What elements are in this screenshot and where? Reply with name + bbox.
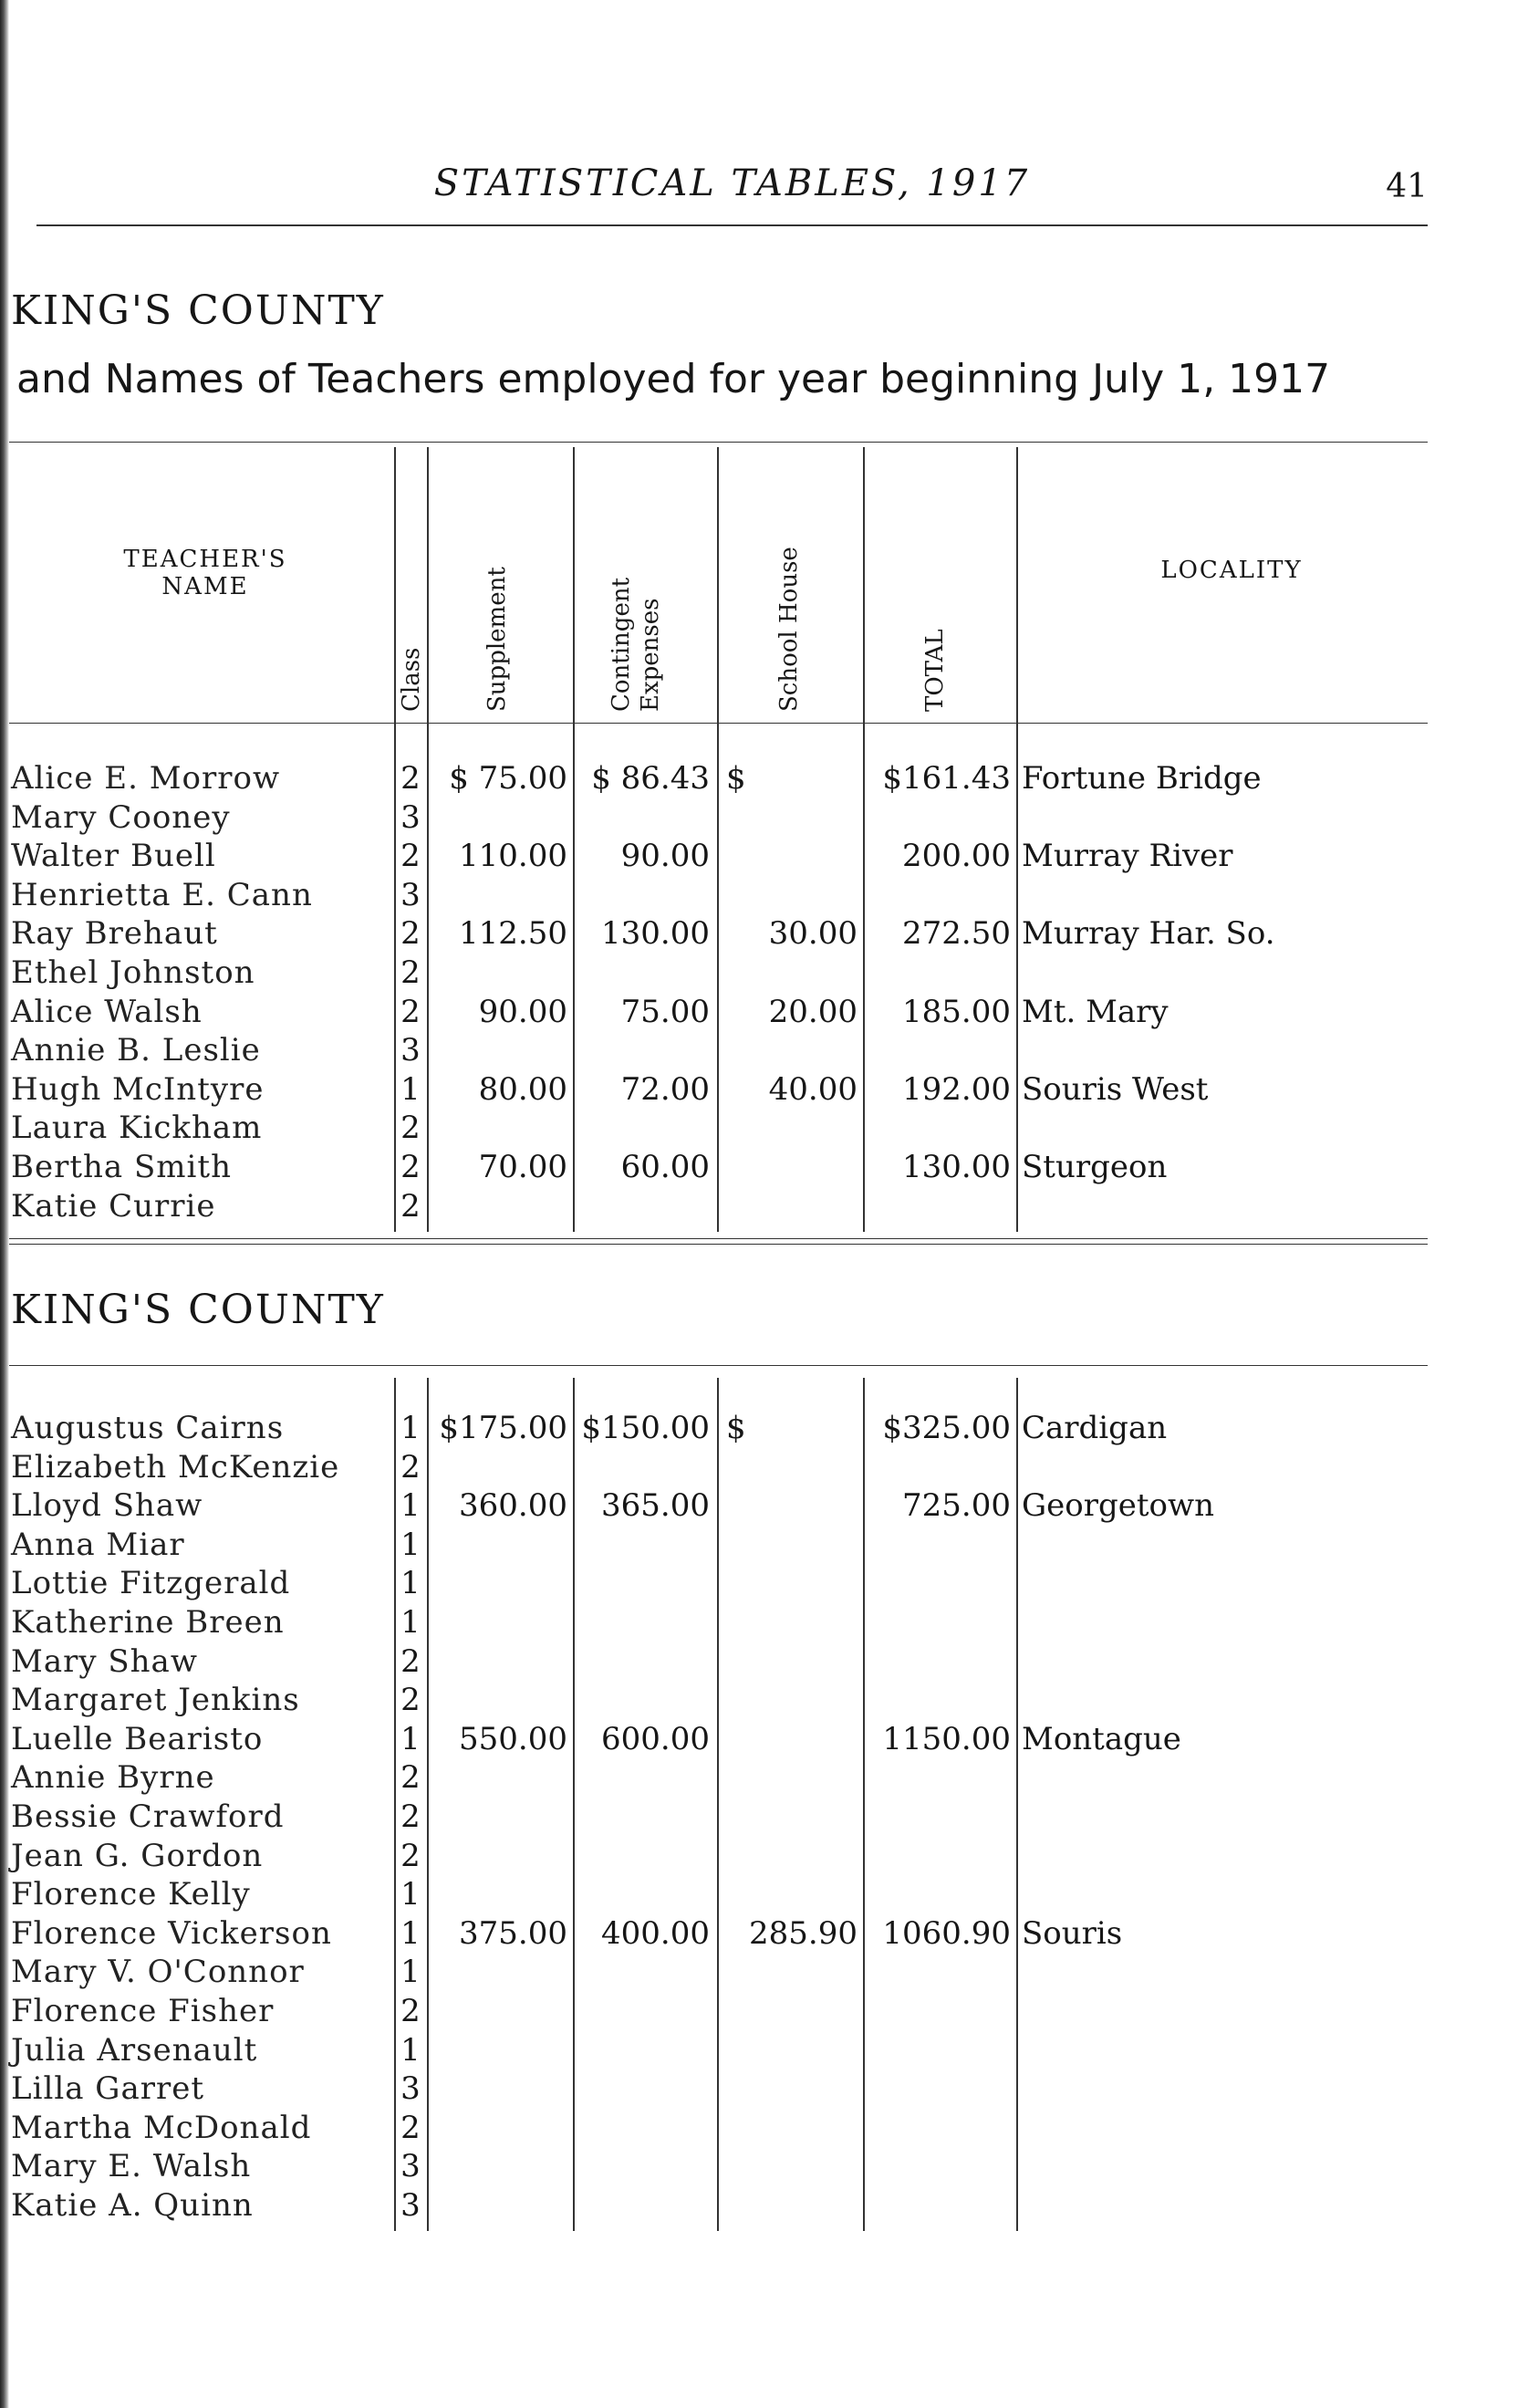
- locality-value: [1022, 1837, 1405, 1875]
- contingent-value: 72.00: [620, 1070, 710, 1108]
- contingent-value: [577, 1953, 710, 1991]
- total-value: [867, 1031, 1011, 1069]
- school-house-value: [721, 1681, 858, 1719]
- contingent-value: [577, 876, 710, 914]
- table-2-top-rule: [9, 1365, 1428, 1366]
- school-house-value: [721, 1109, 858, 1147]
- school-house-value: [721, 1603, 858, 1642]
- supplement-value: [431, 1992, 567, 2030]
- locality-value: [1022, 1109, 1405, 1147]
- table-row: [0, 2031, 1528, 2069]
- total-value: [867, 876, 1011, 914]
- table-row: [0, 954, 1528, 992]
- class-value: 3: [400, 798, 421, 836]
- school-house-value: [721, 2186, 858, 2225]
- contingent-value: [577, 1526, 710, 1564]
- table-row: [0, 1187, 1528, 1225]
- teacher-name: Mary Shaw: [11, 1642, 198, 1680]
- locality-value: Souris West: [1022, 1070, 1209, 1108]
- contingent-value: [577, 1875, 710, 1913]
- table-row: [0, 1486, 1528, 1525]
- school-house-value: [721, 1486, 858, 1525]
- school-house-value: [721, 1187, 858, 1225]
- total-value: 1150.00: [882, 1720, 1011, 1757]
- class-value: 1: [400, 1876, 421, 1913]
- table-row: [0, 1526, 1528, 1564]
- class-value: 2: [400, 838, 421, 875]
- total-value: [867, 2147, 1011, 2185]
- supplement-value: [431, 1564, 567, 1602]
- contingent-value: [577, 1642, 710, 1681]
- school-house-value: 20.00: [768, 993, 858, 1030]
- contingent-value: $150.00: [581, 1410, 710, 1446]
- teacher-name: Hugh McIntyre: [11, 1070, 265, 1108]
- school-house-value: [721, 1953, 858, 1991]
- contingent-value: [577, 2109, 710, 2147]
- contingent-value: $ 86.43: [591, 760, 710, 797]
- teacher-name: Alice E. Morrow: [11, 760, 281, 797]
- total-value: 1060.90: [882, 1914, 1011, 1952]
- total-value: [867, 1953, 1011, 1991]
- teacher-name: Lloyd Shaw: [11, 1487, 203, 1525]
- total-value: 130.00: [902, 1149, 1011, 1185]
- supplement-value: [431, 1448, 567, 1486]
- contingent-value: [577, 2069, 710, 2108]
- teacher-table-2: [0, 1369, 1528, 2245]
- locality-value: [1022, 1526, 1405, 1564]
- teacher-name: Florence Fisher: [11, 1993, 275, 2029]
- total-value: 192.00: [902, 1070, 1011, 1108]
- class-value: 2: [400, 1993, 421, 2029]
- table-row: [0, 1681, 1528, 1719]
- teacher-name: Annie Byrne: [11, 1759, 215, 1797]
- locality-value: [1022, 1875, 1405, 1913]
- table-row: [0, 914, 1528, 953]
- table-subheading: and Names of Teachers employed for year beginning July 1, 1917: [16, 356, 1331, 402]
- total-value: [867, 2186, 1011, 2225]
- running-title: STATISTICAL TABLES, 1917: [433, 162, 1031, 204]
- supplement-value: [431, 1109, 567, 1147]
- teacher-name: Mary Cooney: [11, 798, 231, 836]
- teacher-name: Annie B. Leslie: [11, 1032, 261, 1069]
- header-locality: LOCALITY: [1160, 557, 1303, 584]
- supplement-value: 360.00: [459, 1487, 567, 1525]
- header-teacher-name: TEACHER'S NAME: [123, 546, 287, 600]
- table-1-bottom-rule-2: [9, 1244, 1428, 1245]
- class-value: 2: [400, 993, 421, 1030]
- locality-value: Sturgeon: [1022, 1149, 1168, 1185]
- total-value: [867, 2109, 1011, 2147]
- teacher-name: Ethel Johnston: [11, 954, 255, 991]
- contingent-value: [577, 1031, 710, 1069]
- supplement-value: [431, 1603, 567, 1642]
- locality-value: Mt. Mary: [1022, 993, 1169, 1030]
- total-value: [867, 1798, 1011, 1836]
- supplement-value: [431, 2147, 567, 2185]
- teacher-name: Katie Currie: [11, 1187, 216, 1225]
- supplement-value: [431, 798, 567, 837]
- school-house-value: [721, 2147, 858, 2185]
- teacher-name: Julia Arsenault: [11, 2031, 258, 2069]
- header-bottom-rule: [9, 723, 1428, 724]
- school-house-value: [721, 1758, 858, 1797]
- header-class: Class: [398, 647, 425, 712]
- table-1-bottom-rule: [9, 1238, 1428, 1239]
- locality-value: [1022, 2031, 1405, 2069]
- teacher-name: Florence Vickerson: [11, 1914, 332, 1952]
- locality-value: [1022, 876, 1405, 914]
- locality-value: [1022, 1187, 1405, 1225]
- class-value: 3: [400, 876, 421, 913]
- running-header: [36, 162, 1428, 217]
- locality-value: [1022, 1758, 1405, 1797]
- table-row: [0, 1448, 1528, 1486]
- supplement-value: 110.00: [459, 838, 567, 875]
- school-house-value: [721, 2031, 858, 2069]
- school-house-value: [721, 954, 858, 992]
- table-row: [0, 1070, 1528, 1109]
- locality-value: [1022, 798, 1405, 837]
- locality-value: Montague: [1022, 1720, 1181, 1757]
- total-value: [867, 1758, 1011, 1797]
- school-house-value: [721, 1448, 858, 1486]
- teacher-name: Alice Walsh: [11, 993, 203, 1030]
- teacher-name: Henrietta E. Cann: [11, 876, 313, 913]
- class-value: 2: [400, 954, 421, 991]
- table-row: [0, 798, 1528, 837]
- school-house-value: [721, 837, 858, 875]
- teacher-name: Lilla Garret: [11, 2070, 204, 2108]
- table-row: [0, 1720, 1528, 1758]
- class-value: 1: [400, 1565, 421, 1602]
- total-value: [867, 1642, 1011, 1681]
- supplement-value: 550.00: [459, 1720, 567, 1757]
- table-row: [0, 1875, 1528, 1913]
- locality-value: Souris: [1022, 1914, 1123, 1952]
- teacher-table-1: [0, 447, 1528, 1241]
- table-row: [0, 2069, 1528, 2108]
- class-value: 2: [400, 1759, 421, 1797]
- dollar-sign: $: [726, 1410, 746, 1446]
- table-row: [0, 1109, 1528, 1147]
- school-house-value: [721, 1148, 858, 1186]
- locality-value: Fortune Bridge: [1022, 760, 1262, 797]
- class-value: 2: [400, 1682, 421, 1719]
- header-supplement: Supplement: [483, 567, 511, 712]
- class-value: 3: [400, 2070, 421, 2108]
- contingent-value: 600.00: [601, 1720, 710, 1757]
- locality-value: Georgetown: [1022, 1487, 1215, 1525]
- supplement-value: [431, 1031, 567, 1069]
- school-house-value: [721, 1798, 858, 1836]
- school-house-value: [721, 1526, 858, 1564]
- teacher-name: Katie A. Quinn: [11, 2187, 254, 2224]
- locality-value: [1022, 1953, 1405, 1991]
- contingent-value: [577, 1798, 710, 1836]
- supplement-value: [431, 1837, 567, 1875]
- teacher-name: Florence Kelly: [11, 1876, 251, 1913]
- total-value: $325.00: [882, 1410, 1011, 1446]
- school-house-value: [721, 1031, 858, 1069]
- class-value: 2: [400, 1187, 421, 1225]
- county-heading-1: KING'S COUNTY: [11, 287, 385, 334]
- class-value: 2: [400, 1149, 421, 1185]
- class-value: 2: [400, 1642, 421, 1680]
- total-value: [867, 2069, 1011, 2108]
- teacher-name: Bertha Smith: [11, 1149, 232, 1185]
- teacher-name: Elizabeth McKenzie: [11, 1448, 340, 1485]
- table-row: [0, 1837, 1528, 1875]
- contingent-value: 75.00: [620, 993, 710, 1030]
- contingent-value: 365.00: [601, 1487, 710, 1525]
- supplement-value: 70.00: [478, 1149, 567, 1185]
- total-value: $161.43: [882, 760, 1011, 797]
- total-value: [867, 2031, 1011, 2069]
- school-house-value: [721, 1875, 858, 1913]
- locality-value: [1022, 1564, 1405, 1602]
- locality-value: [1022, 954, 1405, 992]
- class-value: 3: [400, 1032, 421, 1069]
- total-value: [867, 1681, 1011, 1719]
- table-row: [0, 876, 1528, 914]
- locality-value: Murray River: [1022, 838, 1233, 875]
- supplement-value: [431, 1642, 567, 1681]
- locality-value: Murray Har. So.: [1022, 915, 1275, 953]
- table-row: [0, 759, 1528, 797]
- table-row: [0, 1914, 1528, 1953]
- class-value: 1: [400, 1410, 421, 1446]
- supplement-value: [431, 2069, 567, 2108]
- school-house-value: [721, 1720, 858, 1758]
- table-row: [0, 1409, 1528, 1447]
- table-row: [0, 2109, 1528, 2147]
- table-row: [0, 837, 1528, 875]
- school-house-value: 40.00: [768, 1070, 858, 1108]
- class-value: 2: [400, 760, 421, 797]
- school-house-value: [721, 1992, 858, 2030]
- school-house-value: 285.90: [749, 1914, 858, 1952]
- teacher-name: Martha McDonald: [11, 2109, 312, 2146]
- class-value: 1: [400, 1487, 421, 1525]
- contingent-value: [577, 798, 710, 837]
- school-house-value: [721, 1564, 858, 1602]
- supplement-value: [431, 1681, 567, 1719]
- header-school-house: School House: [775, 547, 803, 712]
- contingent-value: 400.00: [601, 1914, 710, 1952]
- total-value: [867, 954, 1011, 992]
- class-value: 1: [400, 1914, 421, 1952]
- total-value: [867, 1526, 1011, 1564]
- teacher-name: Laura Kickham: [11, 1110, 263, 1147]
- header-contingent-expenses: Contingent Expenses: [608, 577, 664, 712]
- contingent-value: [577, 954, 710, 992]
- supplement-value: [431, 1875, 567, 1913]
- class-value: 1: [400, 1720, 421, 1757]
- supplement-value: [431, 1798, 567, 1836]
- supplement-value: [431, 1526, 567, 1564]
- supplement-value: [431, 954, 567, 992]
- school-house-value: 30.00: [768, 915, 858, 953]
- class-value: 1: [400, 1070, 421, 1108]
- school-house-value: [721, 1837, 858, 1875]
- teacher-name: Jean G. Gordon: [11, 1837, 264, 1874]
- supplement-value: 90.00: [478, 993, 567, 1030]
- contingent-value: [577, 2186, 710, 2225]
- contingent-value: [577, 1603, 710, 1642]
- locality-value: [1022, 2186, 1405, 2225]
- teacher-name: Katherine Breen: [11, 1604, 285, 1641]
- locality-value: [1022, 1603, 1405, 1642]
- page-number: 41: [1386, 168, 1428, 205]
- table-row: [0, 2147, 1528, 2185]
- supplement-value: [431, 876, 567, 914]
- teacher-name: Ray Brehaut: [11, 915, 218, 953]
- contingent-value: [577, 1109, 710, 1147]
- class-value: 2: [400, 2109, 421, 2146]
- total-value: 725.00: [902, 1487, 1011, 1525]
- school-house-value: [721, 1642, 858, 1681]
- class-value: 1: [400, 1526, 421, 1563]
- table-row: [0, 1798, 1528, 1836]
- supplement-value: 80.00: [478, 1070, 567, 1108]
- teacher-name: Mary V. O'Connor: [11, 1954, 305, 1991]
- locality-value: [1022, 2147, 1405, 2185]
- school-house-value: [721, 798, 858, 837]
- school-house-value: [721, 876, 858, 914]
- table-row: [0, 1564, 1528, 1602]
- teacher-name: Anna Miar: [11, 1526, 185, 1563]
- locality-value: [1022, 1448, 1405, 1486]
- supplement-value: $175.00: [439, 1410, 567, 1446]
- locality-value: [1022, 1992, 1405, 2030]
- supplement-value: [431, 1758, 567, 1797]
- dollar-sign: $: [726, 760, 746, 797]
- table-row: [0, 1031, 1528, 1069]
- class-value: 3: [400, 2148, 421, 2185]
- total-value: 185.00: [902, 993, 1011, 1030]
- total-value: [867, 1448, 1011, 1486]
- table-row: [0, 1758, 1528, 1797]
- total-value: [867, 1109, 1011, 1147]
- contingent-value: [577, 1758, 710, 1797]
- class-value: 3: [400, 2187, 421, 2224]
- total-value: [867, 1837, 1011, 1875]
- supplement-value: [431, 2109, 567, 2147]
- contingent-value: [577, 1681, 710, 1719]
- total-value: 272.50: [902, 915, 1011, 953]
- total-value: [867, 1187, 1011, 1225]
- supplement-value: $ 75.00: [449, 760, 567, 797]
- contingent-value: [577, 1992, 710, 2030]
- supplement-value: [431, 1953, 567, 1991]
- locality-value: Cardigan: [1022, 1410, 1168, 1446]
- supplement-value: [431, 1187, 567, 1225]
- class-value: 1: [400, 2031, 421, 2069]
- locality-value: [1022, 2109, 1405, 2147]
- table-row: [0, 1642, 1528, 1681]
- county-heading-2: KING'S COUNTY: [11, 1287, 385, 1333]
- subheading-rule: [9, 442, 1428, 443]
- table-row: [0, 1953, 1528, 1991]
- table-row: [0, 1148, 1528, 1186]
- table-row: [0, 993, 1528, 1031]
- locality-value: [1022, 1642, 1405, 1681]
- teacher-name: Lottie Fitzgerald: [11, 1565, 291, 1602]
- table-row: [0, 1992, 1528, 2030]
- class-value: 1: [400, 1954, 421, 1991]
- header-rule: [36, 224, 1428, 226]
- locality-value: [1022, 1031, 1405, 1069]
- contingent-value: [577, 1837, 710, 1875]
- total-value: [867, 1875, 1011, 1913]
- total-value: 200.00: [902, 838, 1011, 875]
- table-row: [0, 1603, 1528, 1642]
- teacher-name: Augustus Cairns: [11, 1410, 285, 1446]
- class-value: 2: [400, 1448, 421, 1485]
- total-value: [867, 1603, 1011, 1642]
- supplement-value: [431, 2186, 567, 2225]
- class-value: 2: [400, 1798, 421, 1835]
- class-value: 1: [400, 1604, 421, 1641]
- school-house-value: [721, 2109, 858, 2147]
- teacher-name: Bessie Crawford: [11, 1798, 285, 1835]
- class-value: 2: [400, 1837, 421, 1874]
- contingent-value: [577, 1448, 710, 1486]
- class-value: 2: [400, 915, 421, 953]
- total-value: [867, 798, 1011, 837]
- teacher-name: Mary E. Walsh: [11, 2148, 252, 2185]
- teacher-name: Walter Buell: [11, 838, 216, 875]
- supplement-value: 375.00: [459, 1914, 567, 1952]
- contingent-value: [577, 2031, 710, 2069]
- locality-value: [1022, 2069, 1405, 2108]
- contingent-value: [577, 1564, 710, 1602]
- school-house-value: [721, 2069, 858, 2108]
- locality-value: [1022, 1798, 1405, 1836]
- header-total: TOTAL: [921, 629, 949, 712]
- contingent-value: 90.00: [620, 838, 710, 875]
- contingent-value: [577, 1187, 710, 1225]
- contingent-value: [577, 2147, 710, 2185]
- total-value: [867, 1992, 1011, 2030]
- table-row: [0, 2186, 1528, 2225]
- teacher-name: Luelle Bearisto: [11, 1720, 264, 1757]
- total-value: [867, 1564, 1011, 1602]
- contingent-value: 60.00: [620, 1149, 710, 1185]
- supplement-value: 112.50: [459, 915, 567, 953]
- locality-value: [1022, 1681, 1405, 1719]
- contingent-value: 130.00: [601, 915, 710, 953]
- class-value: 2: [400, 1110, 421, 1147]
- teacher-name: Margaret Jenkins: [11, 1682, 300, 1719]
- supplement-value: [431, 2031, 567, 2069]
